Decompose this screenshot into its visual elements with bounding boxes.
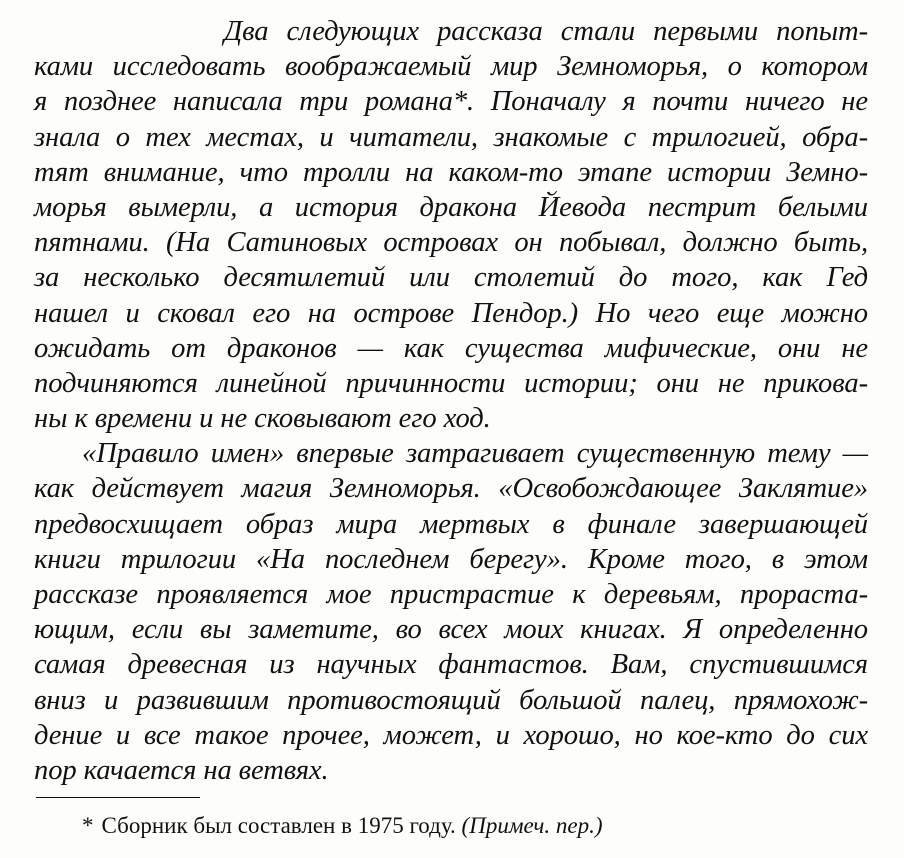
text-line: пятнами. (На Сатиновых островах он побывал, должно быть, [34,227,868,259]
footnote-marker: * [82,813,94,838]
text-line: ющим, если вы заметите, во всех моих книгах. Я определенно [34,614,868,646]
text-line: как действует магия Земноморья. «Освобождающее Заклятие» [34,473,868,505]
text-line: нашел и сковал его на острове Пендор.) Но чего еще можно [34,297,868,329]
paragraph-2 [34,436,868,788]
text-line: ками исследовать воображаемый мир Земноморья, о котором [34,51,868,83]
text-line: предвосхищает образ мира мертвых в финале завершающей [34,508,868,540]
text-line: вниз и развившим противостоящий большой палец, прямохож- [34,684,868,716]
text-line: дение и все такое прочее, может, и хорошо, но кое-кто до сих [34,719,868,751]
text-line: за несколько десятилетий или столетий до того, как Гед [34,262,868,294]
text-line: знала о тех местах, и читатели, знакомые с трилогией, обра- [34,121,868,153]
text-line: Два следующих рассказа стали первыми попыт- [224,16,868,47]
text-line: тят внимание, что тролли на каком-то этапе истории Земно- [34,156,868,188]
text-line: ожидать от драконов — как существа мифические, они не [34,332,868,364]
translator-note: (Примеч. пер.) [461,813,603,838]
text-line: самая древесная из научных фантастов. Вам, спустившимся [34,649,868,681]
footnote-text: Сборник был составлен в 1975 году. [101,813,456,838]
paragraph-1 [34,14,868,436]
body-text [34,14,868,788]
text-line: книги трилогии «На последнем берегу». Кроме того, в этом [34,543,868,575]
footnote [82,812,603,840]
text-line: я позднее написала три романа*. Поначалу я почти ничего не [34,86,868,118]
text-line: рассказе проявляется мое пристрастие к деревьям, прораста- [34,579,868,610]
text-line: морья вымерли, а история дракона Йевода пестрит белыми [34,191,868,223]
footnote-divider [36,797,200,798]
text-line: «Правило имен» впервые затрагивает существенную тему — [82,438,868,470]
text-line: пор качается на ветвях. [34,754,329,786]
text-line: подчиняются линейной причинности истории; они не прикова- [34,367,868,399]
text-line: ны к времени и не сковывают его ход. [34,403,491,435]
